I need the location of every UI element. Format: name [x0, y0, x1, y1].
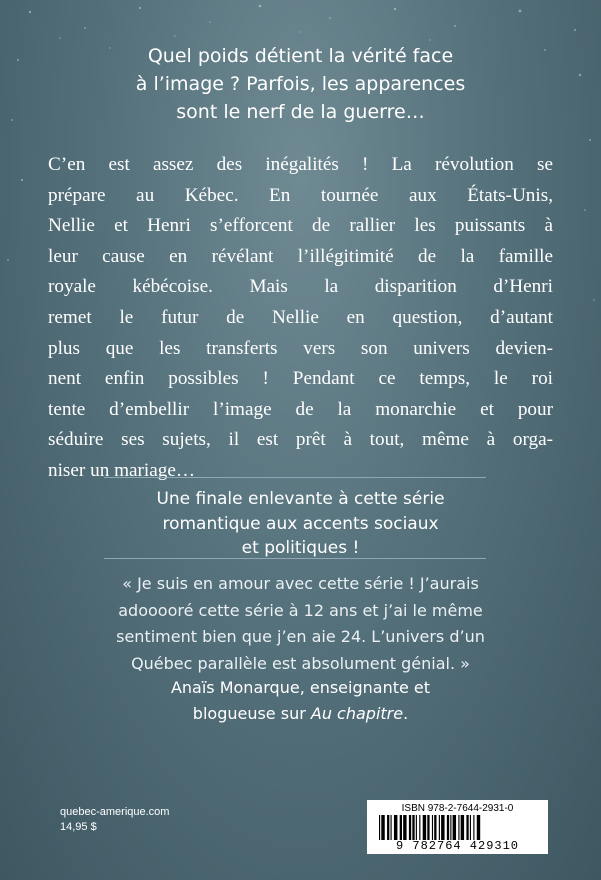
divider-top [104, 477, 486, 478]
tagline-line: Quel poids détient la vérité face [147, 45, 454, 67]
barcode-digits: 9 782764 429310 [395, 839, 520, 853]
barcode-bar [461, 815, 464, 840]
barcode-bar [434, 815, 436, 840]
barcode-bar [379, 815, 380, 840]
barcode-bars [379, 815, 536, 840]
barcode-bar [394, 815, 397, 840]
synopsis-line: niser un mariage… [48, 459, 196, 481]
barcode-bar [409, 815, 411, 840]
barcode-bar [400, 815, 402, 840]
barcode-bar [466, 815, 468, 840]
attribution-suffix: . [403, 704, 409, 723]
quote-line: « Je suis en amour avec cette série ! J’aurais [122, 574, 479, 593]
barcode-bar [432, 815, 433, 840]
synopsis-line: royale kébécoise. Mais la disparition d’Henri [48, 276, 553, 298]
barcode-bar [441, 815, 444, 840]
synopsis-line: tente d’embellir l’image de la monarchie et pour [48, 398, 553, 420]
publisher-website: quebec-amerique.com [60, 806, 170, 818]
review-quote [40, 571, 561, 677]
synopsis-line: séduire ses sujets, il est prêt à tout, même à orga- [48, 429, 553, 451]
synopsis [48, 150, 553, 487]
barcode-panel [367, 800, 548, 854]
attribution-line-2 [40, 701, 561, 727]
blurb [50, 487, 551, 561]
barcode-bar [450, 815, 451, 840]
barcode-bar [423, 815, 426, 840]
synopsis-line: Nellie et Henri s’efforcent de rallier les puissants à [48, 215, 553, 237]
quote-attribution [40, 675, 561, 727]
tagline-line: à l’image ? Parfois, les apparences [135, 73, 466, 95]
synopsis-line: C’en est assez des inégalités ! La révolution se [48, 154, 553, 175]
divider-bottom [104, 558, 486, 559]
blurb-line: et politiques ! [241, 538, 360, 558]
publisher-footer [60, 805, 169, 835]
isbn-label: ISBN 978-2-7644-2931-0 [401, 803, 514, 814]
barcode-bar [447, 815, 449, 840]
barcode-bar [477, 815, 480, 840]
barcode-bar [439, 815, 440, 840]
barcode-bar [391, 815, 392, 840]
barcode-bar [387, 815, 389, 840]
barcode-bar [416, 815, 417, 840]
blurb-line: romantique aux accents sociaux [162, 513, 439, 534]
blurb-line: Une finale enlevante à cette série [156, 489, 445, 509]
barcode-bar [419, 815, 420, 840]
barcode-bar [381, 815, 384, 840]
synopsis-line: remet le futur de Nellie en question, d’autant [48, 306, 553, 328]
attribution-prefix: blogueuse sur [192, 704, 311, 723]
barcode-bar [458, 815, 459, 840]
tagline [40, 42, 561, 126]
quote-line: sentiment bien que j’en aie 24. L’univers d’un [116, 627, 485, 646]
barcode-bar [412, 815, 414, 840]
blog-title: Au chapitre [310, 704, 404, 723]
synopsis-line: leur cause en révélant l’illégitimité de la famille [48, 245, 553, 267]
barcode-bar [473, 815, 474, 840]
barcode-bar [453, 815, 456, 840]
barcode-bar [470, 815, 471, 840]
synopsis-line: plus que les transferts vers son univers devien- [48, 337, 553, 359]
barcode-bar [403, 815, 406, 840]
tagline-line: sont le nerf de la guerre… [176, 101, 425, 123]
synopsis-line: nent enfin possibles ! Pendant ce temps, le roi [48, 368, 553, 390]
quote-line: adooooré cette série à 12 ans et j’ai le même [118, 600, 483, 620]
attribution-line-1: Anaïs Monarque, enseignante et [170, 678, 431, 697]
price: 14,95 $ [60, 821, 97, 833]
synopsis-line: prépare au Kébec. En tournée aux États-Unis, [48, 184, 553, 206]
quote-line: Québec parallèle est absolument génial. » [131, 653, 470, 673]
barcode-bar [427, 815, 429, 840]
